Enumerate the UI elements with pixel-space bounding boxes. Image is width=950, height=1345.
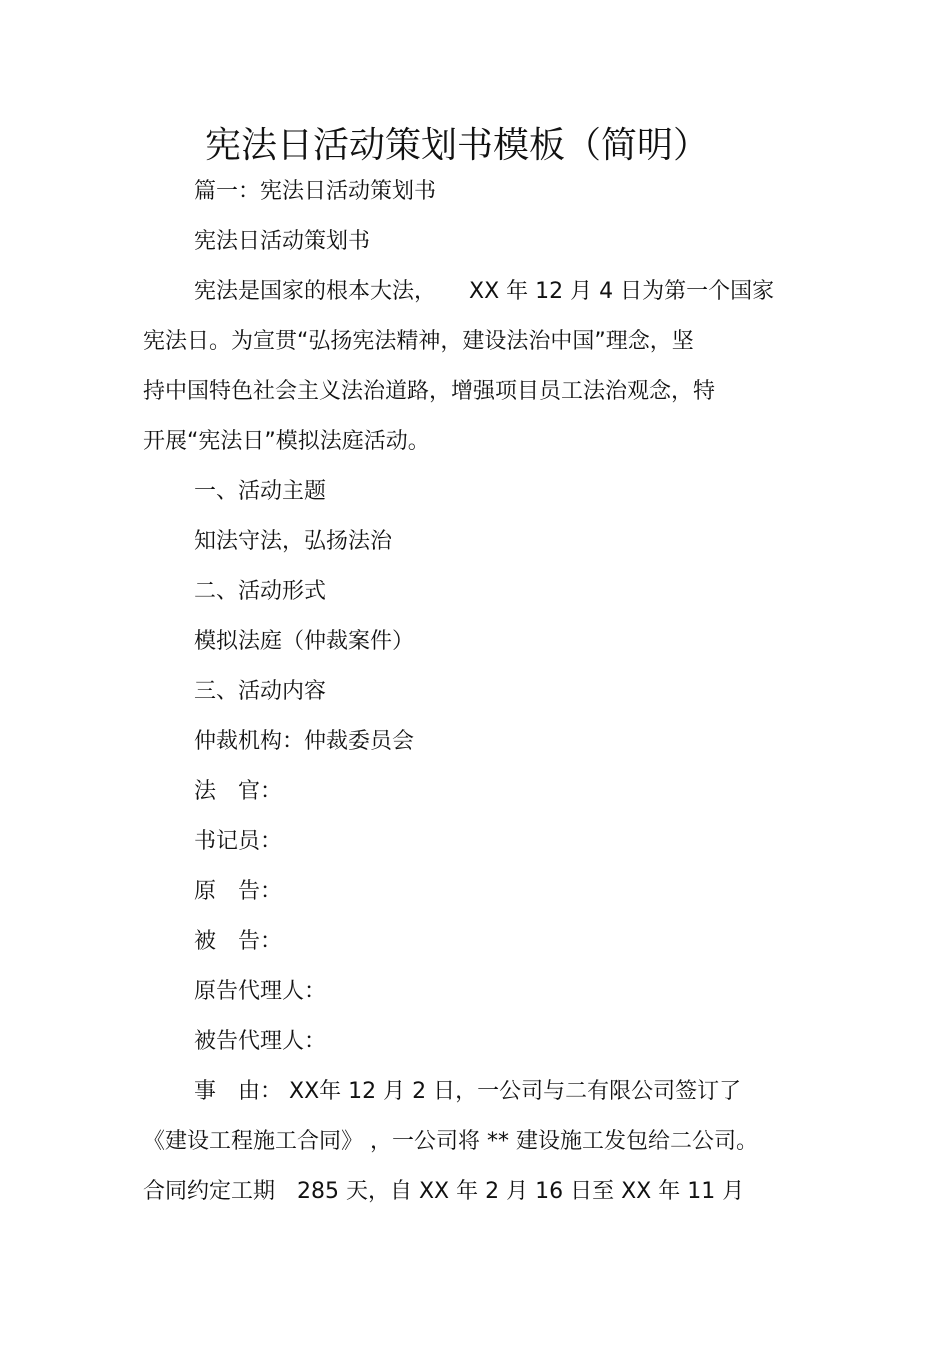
paragraph-intro-line-3: 持中国特色社会主义法治道路，增强项目员工法治观念，特 [143,379,716,404]
paragraph-cause-line-2: 《建设工程施工合同》 ，一公司将 ** 建设施工发包给二公司。 [143,1129,758,1154]
field-clerk: 书记员： [194,829,283,854]
heading-activity-theme: 一、活动主题 [194,479,327,504]
heading-activity-content: 三、活动内容 [194,679,327,704]
paragraph-intro-line-1: 宪法是国家的根本大法， XX 年 12 月 4 日为第一个国家 [194,279,775,304]
paragraph-intro-line-2: 宪法日。为宣贯“弘扬宪法精神，建设法治中国”理念，坚 [143,329,694,354]
paragraph-intro-line-4: 开展“宪法日”模拟法庭活动。 [143,429,430,454]
document-title: 宪法日活动策划书模板（简明） [205,125,710,166]
field-defendant: 被 告： [194,929,283,954]
paragraph-cause-line-3: 合同约定工期 285 天，自 XX 年 2 月 16 日至 XX 年 11 月 [143,1179,745,1204]
field-judge: 法 官： [194,779,283,804]
field-plaintiff: 原 告： [194,879,283,904]
field-defendant-agent: 被告代理人： [194,1029,327,1054]
paragraph-arbitration-body: 仲裁机构：仲裁委员会 [194,729,415,754]
paragraph-theme: 知法守法，弘扬法治 [194,529,393,554]
field-plaintiff-agent: 原告代理人： [194,979,327,1004]
paragraph-form: 模拟法庭（仲裁案件） [194,629,415,654]
paragraph-cause-line-1: 事 由： XX年 12 月 2 日，一公司与二有限公司签订了 [194,1079,742,1104]
paragraph-subtitle: 宪法日活动策划书 [194,229,371,254]
heading-activity-form: 二、活动形式 [194,579,327,604]
paragraph-section-heading: 篇一：宪法日活动策划书 [194,179,437,204]
